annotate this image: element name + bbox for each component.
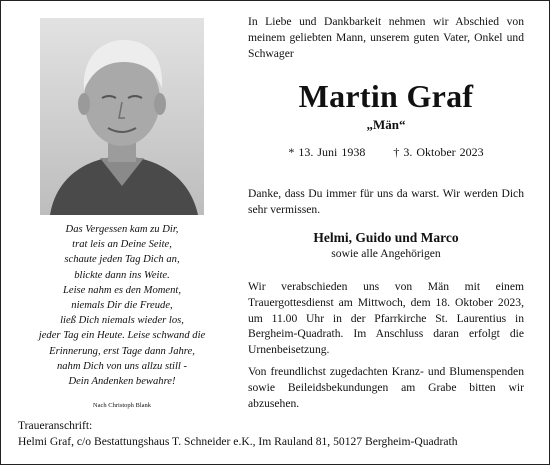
poem-line: schaute jeden Tag Dich an, bbox=[64, 254, 180, 266]
poem-line: trat leis an Deine Seite, bbox=[72, 239, 172, 251]
address-label: Traueranschrift: bbox=[18, 419, 93, 432]
birth-date: * 13. Juni 1938 bbox=[288, 145, 366, 159]
life-dates bbox=[248, 145, 524, 160]
death-date: † 3. Oktober 2023 bbox=[393, 145, 484, 159]
poem-line: Das Vergessen kam zu Dir, bbox=[65, 224, 179, 235]
thanks-text: Danke, dass Du immer für uns da warst. Wir werden Dich sehr vermissen. bbox=[248, 187, 524, 216]
poem-line: niemals Dir die Freude, bbox=[71, 300, 173, 312]
poem-line: nahm Dich von uns allzu still - bbox=[56, 360, 188, 372]
address-text: Helmi Graf, c/o Bestattungshaus T. Schneider e.K., Im Rauland 81, 50127 Bergheim-Quadrath bbox=[18, 435, 458, 448]
poem-line: ließ Dich niemals wieder los, bbox=[60, 315, 184, 327]
intro-text: In Liebe und Dankbarkeit nehmen wir Abschied von meinem geliebten Mann, unserem guten Vater, Onkel und Schwager bbox=[248, 15, 524, 60]
poem-line: Erinnerung, erst Tage dann Jahre, bbox=[49, 345, 195, 357]
wishes-text: Von freundlichst zugedachten Kranz- und Blumenspenden sowie Beileidsbekundungen am Grabe bitten wir abzusehen. bbox=[248, 365, 524, 410]
deceased-name: Martin Graf bbox=[298, 78, 474, 114]
portrait-photo bbox=[40, 18, 204, 215]
deceased-nickname: „Män“ bbox=[366, 117, 406, 132]
poem-line: Leise nahm es den Moment, bbox=[63, 284, 181, 296]
poem-line: blickte dann ins Weite. bbox=[74, 269, 170, 281]
poem bbox=[20, 222, 224, 389]
poem-line: Dein Andenken bewahre! bbox=[68, 376, 176, 388]
poem-line: jeder Tag ein Heute. Leise schwand die bbox=[38, 330, 206, 342]
family-names: Helmi, Guido und Marco bbox=[313, 230, 459, 245]
ceremony-text: Wir verabschieden uns von Män mit einem Trauergottesdienst am Mittwoch, dem 18. Oktober 2023, um 11.00 Uhr in der Pfarrkirche St. Laurentius in Bergheim-Quadrath. Im Anschluss daran erfolgt die Urnenbeisetzung. bbox=[248, 280, 524, 357]
poem-credit: Nach Christoph Blank bbox=[92, 402, 152, 409]
relatives-text: sowie alle Angehörigen bbox=[331, 247, 441, 260]
